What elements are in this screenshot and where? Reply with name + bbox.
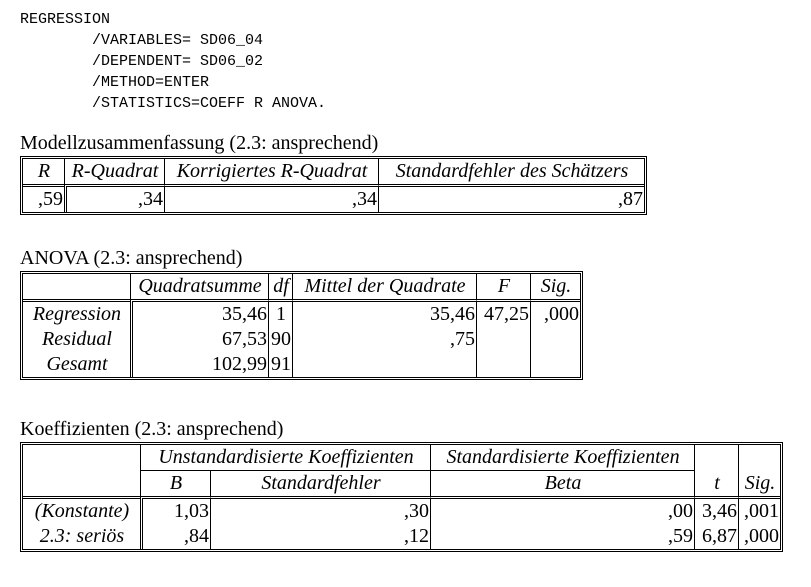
table-row [23,184,644,212]
header-cell: Beta [430,470,694,496]
header-cell: Sig. [738,445,780,496]
table-cell: 102,99 [130,352,268,377]
table-cell: ,75 [292,327,476,352]
header-cell: R-Quadrat [64,159,164,184]
table-header-row [23,274,580,299]
table-cell: 67,53 [130,327,268,352]
header-cell: B [140,470,210,496]
table-cell: 6,87 [694,524,738,549]
table-cell [476,327,530,352]
table-cell: ,59 [23,184,64,212]
table-cell: ,12 [210,524,430,549]
table-cell [292,352,476,377]
coefficients-table [20,442,783,552]
table-cell: 35,46 [130,299,268,327]
anova-table [20,271,583,380]
table-cell: ,84 [140,524,210,549]
row-label: 2.3: seriös [39,525,125,547]
header-cell: Standardfehler [210,470,430,496]
table-cell [530,352,580,377]
syntax-line: /METHOD=ENTER [20,74,210,91]
table-cell: ,59 [430,524,694,549]
table-cell: ,87 [378,184,644,212]
syntax-line: /STATISTICS=COEFF R ANOVA. [20,95,327,112]
model-summary-table [20,156,647,215]
anova-title: ANOVA (2.3: ansprechend) [20,247,243,269]
header-cell: df [268,274,292,299]
header-cell: R [37,160,51,182]
row-label: Regression [23,299,130,327]
header-cell [23,274,130,299]
header-cell: Quadratsumme [130,274,268,299]
model-summary-title: Modellzusammenfassung (2.3: ansprechend) [20,132,379,154]
header-cell: Korrigiertes R-Quadrat [164,159,378,184]
header-cell [23,445,140,496]
table-cell: 90 [268,327,292,352]
table-cell: ,000 [530,299,580,327]
group-header-cell: Unstandardisierte Koeffizienten [140,445,430,470]
table-cell: ,34 [64,184,164,212]
table-header-row [23,159,644,184]
table-cell [530,327,580,352]
table-row [23,352,580,377]
header-cell: Sig. [530,274,580,299]
table-cell: ,000 [738,524,780,549]
syntax-block [20,9,326,114]
syntax-line: REGRESSION [20,11,111,28]
table-cell: 3,46 [694,496,738,524]
group-header-cell: Standardisierte Koeffizienten [430,445,694,470]
header-cell: F [476,274,530,299]
table-row [23,496,780,524]
table-cell: 1,03 [140,496,210,524]
table-row [23,299,580,327]
row-label: Residual [42,328,112,350]
header-cell: t [694,445,738,496]
table-cell: 47,25 [476,299,530,327]
table-row [23,327,580,352]
table-header-row [23,445,780,470]
table-cell: ,34 [164,184,378,212]
table-cell [476,352,530,377]
table-cell: 91 [268,352,292,377]
table-cell: ,30 [210,496,430,524]
table-cell: ,001 [738,496,780,524]
table-cell: 35,46 [292,299,476,327]
table-cell: 1 [268,299,292,327]
row-label: (Konstante) [23,496,140,524]
syntax-line: /VARIABLES= SD06_04 [20,32,264,49]
row-label: Gesamt [46,353,108,375]
syntax-line: /DEPENDENT= SD06_02 [20,53,264,70]
table-cell: ,00 [430,496,694,524]
coefficients-title: Koeffizienten (2.3: ansprechend) [20,418,284,440]
header-cell: Mittel der Quadrate [292,274,476,299]
table-row [23,524,780,549]
header-cell: Standardfehler des Schätzers [378,159,644,184]
